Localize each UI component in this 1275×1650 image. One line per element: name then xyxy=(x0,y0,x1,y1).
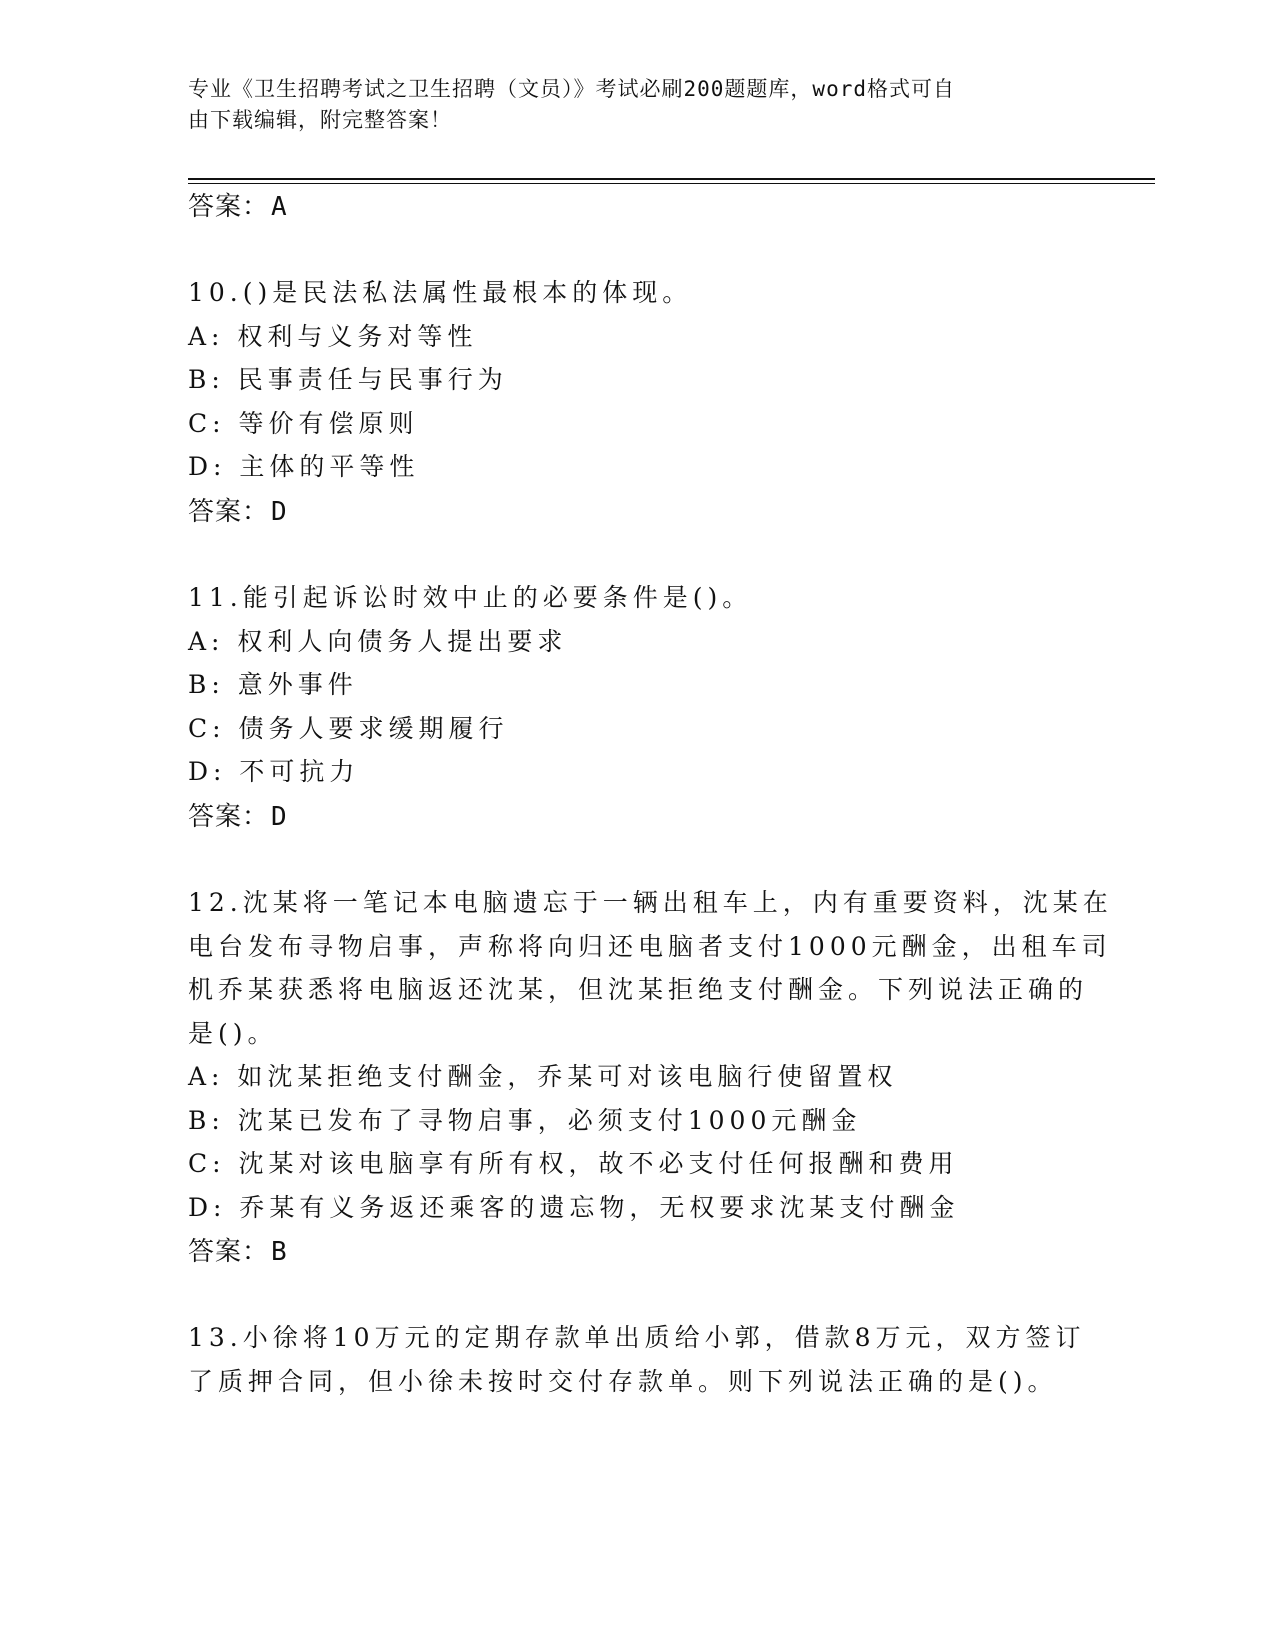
question-12-stem-line-2: 电台发布寻物启事，声称将向归还电脑者支付1000元酬金，出租车司 xyxy=(188,932,1112,961)
answer-label: 答案： xyxy=(188,1237,270,1267)
question-12-option-a: A: 如沈某拒绝支付酬金，乔某可对该电脑行使留置权 xyxy=(188,1062,898,1091)
answer-previous xyxy=(188,186,288,223)
question-11-option-c: C: 债务人要求缓期履行 xyxy=(188,714,509,743)
question-11-stem: 11.能引起诉讼时效中止的必要条件是()。 xyxy=(188,583,753,612)
question-10-option-d: D: 主体的平等性 xyxy=(188,452,420,481)
question-11-option-b: B: 意外事件 xyxy=(188,670,358,699)
answer-value: B xyxy=(271,1237,288,1267)
question-12-stem-line-1: 12.沈某将一笔记本电脑遗忘于一辆出租车上，内有重要资料，沈某在 xyxy=(188,888,1113,917)
header-line-1: 专业《卫生招聘考试之卫生招聘（文员）》考试必刷200题题库，word格式可自 xyxy=(188,77,955,101)
answer-value: D xyxy=(271,497,288,527)
question-10-option-a: A: 权利与义务对等性 xyxy=(188,322,478,351)
question-11-option-a: A: 权利人向债务人提出要求 xyxy=(188,627,568,656)
question-10-option-c: C: 等价有偿原则 xyxy=(188,409,419,438)
question-11-option-d: D: 不可抗力 xyxy=(188,757,360,786)
answer-question-10 xyxy=(188,491,288,528)
question-12-stem-line-3: 机乔某获悉将电脑返还沈某，但沈某拒绝支付酬金。下列说法正确的 xyxy=(188,975,1089,1004)
question-13-stem-line-1: 13.小徐将10万元的定期存款单出质给小郭，借款8万元，双方签订 xyxy=(188,1323,1086,1352)
header-line-2: 由下载编辑，附完整答案！ xyxy=(188,108,452,132)
header-divider-thick xyxy=(188,178,1155,180)
answer-label: 答案： xyxy=(188,802,270,832)
question-10-option-b: B: 民事责任与民事行为 xyxy=(188,365,508,394)
question-13-stem-line-2: 了质押合同，但小徐未按时交付存款单。则下列说法正确的是()。 xyxy=(188,1367,1058,1396)
question-12-stem-line-4: 是()。 xyxy=(188,1019,278,1048)
answer-label: 答案： xyxy=(188,497,270,527)
answer-question-11 xyxy=(188,796,288,833)
question-10-stem: 10.()是民法私法属性最根本的体现。 xyxy=(188,278,693,307)
answer-label: 答案： xyxy=(188,192,270,222)
document-header xyxy=(188,74,1068,136)
question-12-option-d: D: 乔某有义务返还乘客的遗忘物，无权要求沈某支付酬金 xyxy=(188,1193,960,1222)
answer-value: A xyxy=(271,192,288,222)
answer-question-12 xyxy=(188,1231,288,1268)
question-12-option-b: B: 沈某已发布了寻物启事，必须支付1000元酬金 xyxy=(188,1106,862,1135)
question-12-option-c: C: 沈某对该电脑享有所有权，故不必支付任何报酬和费用 xyxy=(188,1149,959,1178)
answer-value: D xyxy=(271,802,288,832)
header-divider-thin xyxy=(188,183,1155,184)
